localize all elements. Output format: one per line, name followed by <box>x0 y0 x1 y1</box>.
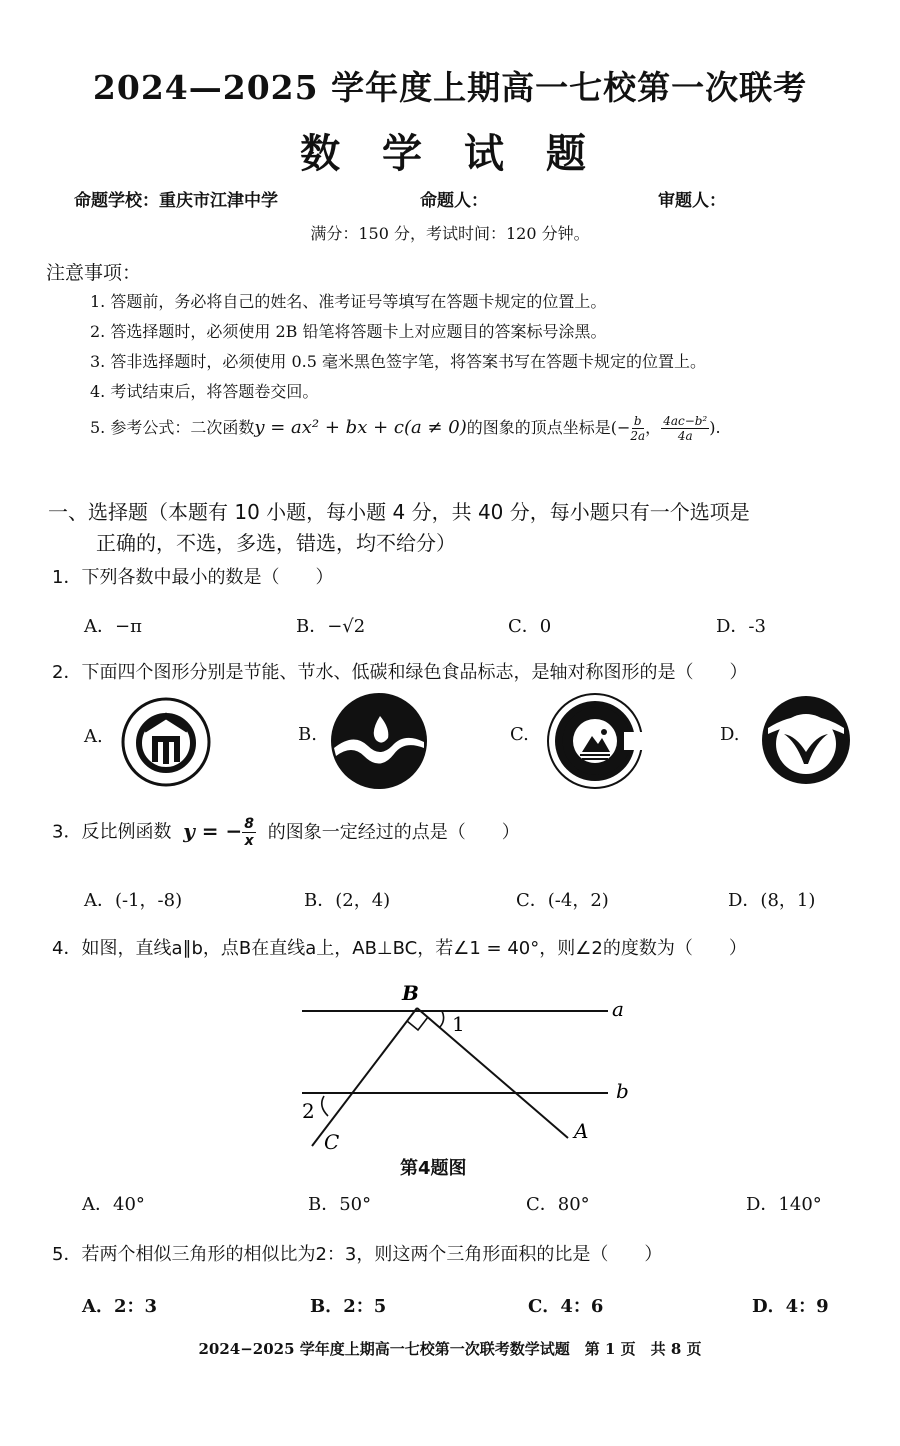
angle-1-arc <box>440 1011 444 1027</box>
label-1: 1 <box>452 1012 465 1036</box>
angle-2-arc <box>322 1096 328 1116</box>
q4-stem: 4．如图，直线a∥b，点B在直线a上，AB⊥BC，若∠1 = 40°，则∠2的度数为（ ） <box>52 938 747 959</box>
q3-stem: 3．反比例函数 y = − $\frac{8}{x}$ 的图象一定经过的点是（ ） <box>52 816 520 849</box>
q5-stem: 5．若两个相似三角形的相似比为2：3，则这两个三角形面积的比是（ ） <box>52 1244 663 1265</box>
notice-item-3: 3. 答非选择题时，必须使用 0.5 毫米黑色签字笔，将答案书写在答题卡规定的位置上。 <box>90 352 706 371</box>
q3-option-a: A．(-1，-8) <box>84 890 183 911</box>
q5-option-a: A．2：3 <box>82 1296 158 1317</box>
label-C: C <box>324 1130 340 1154</box>
low-carbon-logo-icon <box>546 692 644 790</box>
q1-option-b: B．−√2 <box>296 616 366 637</box>
line-bc <box>312 1008 417 1146</box>
q2-label-b: B. <box>298 724 317 745</box>
label-b: b <box>616 1079 629 1103</box>
q4-option-a: A．40° <box>82 1194 145 1215</box>
notice-item-5: 5. 参考公式：二次函数y = ax² + bx + c(a ≠ 0)的图象的顶点坐标是(− $\frac{b}{2a}$ ， $\frac{\text{4ac−b²}}{4a}$ ). <box>90 414 721 443</box>
water-saving-logo-icon <box>330 692 428 790</box>
q5-option-d: D．4：9 <box>752 1296 829 1317</box>
fraction-b-2a: $\frac{b}{2a}$ <box>630 414 646 443</box>
green-food-logo-icon <box>760 694 852 786</box>
q5-option-b: B．2：5 <box>310 1296 387 1317</box>
page-footer: 2024−2025 学年度上期高一七校第一次联考数学试题 第 1 页 共 8 页 <box>198 1340 702 1358</box>
q1-option-d: D．-3 <box>716 616 766 637</box>
q3-option-d: D．(8，1) <box>728 890 816 911</box>
label-B: B <box>402 981 419 1005</box>
notice-item-1: 1. 答题前，务必将自己的姓名、准考证号等填写在答题卡规定的位置上。 <box>90 292 607 311</box>
exam-subtitle: 数 学 试 题 <box>300 130 600 177</box>
q2-label-d: D. <box>720 724 740 745</box>
notice-heading: 注意事项： <box>46 262 142 284</box>
q1-option-c: C．0 <box>508 616 552 637</box>
q3-option-b: B．(2，4) <box>304 890 391 911</box>
q5-option-c: C．4：6 <box>528 1296 604 1317</box>
reviewer-label: 审题人： <box>658 191 726 211</box>
line-ba <box>417 1008 568 1138</box>
energy-saving-logo-icon <box>120 696 212 788</box>
section-heading-line1: 一、选择题（本题有 10 小题，每小题 4 分，共 40 分，每小题只有一个选项是 <box>48 500 750 524</box>
q4-geometry-figure <box>290 978 640 1158</box>
q2-stem: 2．下面四个图形分别是节能、节水、低碳和绿色食品标志，是轴对称图形的是（ ） <box>52 662 748 683</box>
quadratic-formula: y = ax² + bx + c(a ≠ 0) <box>254 417 467 438</box>
q1-option-a: A．−π <box>84 616 142 637</box>
q4-figure-caption: 第4题图 <box>400 1158 467 1179</box>
q1-stem: 1．下列各数中最小的数是（ ） <box>52 567 334 588</box>
exam-title: 2024—2025 学年度上期高一七校第一次联考 <box>92 68 808 107</box>
label-a: a <box>612 997 624 1021</box>
label-2: 2 <box>302 1099 315 1123</box>
q4-option-b: B．50° <box>308 1194 372 1215</box>
notice-item-2: 2. 答选择题时，必须使用 2B 铅笔将答题卡上对应题目的答案标号涂黑。 <box>90 322 607 341</box>
right-angle-mark <box>407 1017 428 1030</box>
notice-item-4: 4. 考试结束后，将答题卷交回。 <box>90 382 319 401</box>
q2-label-a: A. <box>84 726 103 747</box>
q3-option-c: C．(-4，2) <box>516 890 609 911</box>
q4-option-c: C．80° <box>526 1194 590 1215</box>
fraction-8-x: $\frac{8}{x}$ <box>244 816 254 849</box>
section-heading-line2: 正确的，不选，多选，错选，均不给分） <box>96 531 456 555</box>
fraction-4ac-b2-4a: $\frac{\text{4ac−b²}}{4a}$ <box>663 414 708 443</box>
author-label: 命题人： <box>420 191 488 211</box>
q2-label-c: C. <box>510 724 529 745</box>
school-label: 命题学校：重庆市江津中学 <box>74 191 278 211</box>
label-A: A <box>574 1119 589 1143</box>
score-time: 满分：150 分，考试时间：120 分钟。 <box>310 224 590 243</box>
q4-option-d: D．140° <box>746 1194 822 1215</box>
